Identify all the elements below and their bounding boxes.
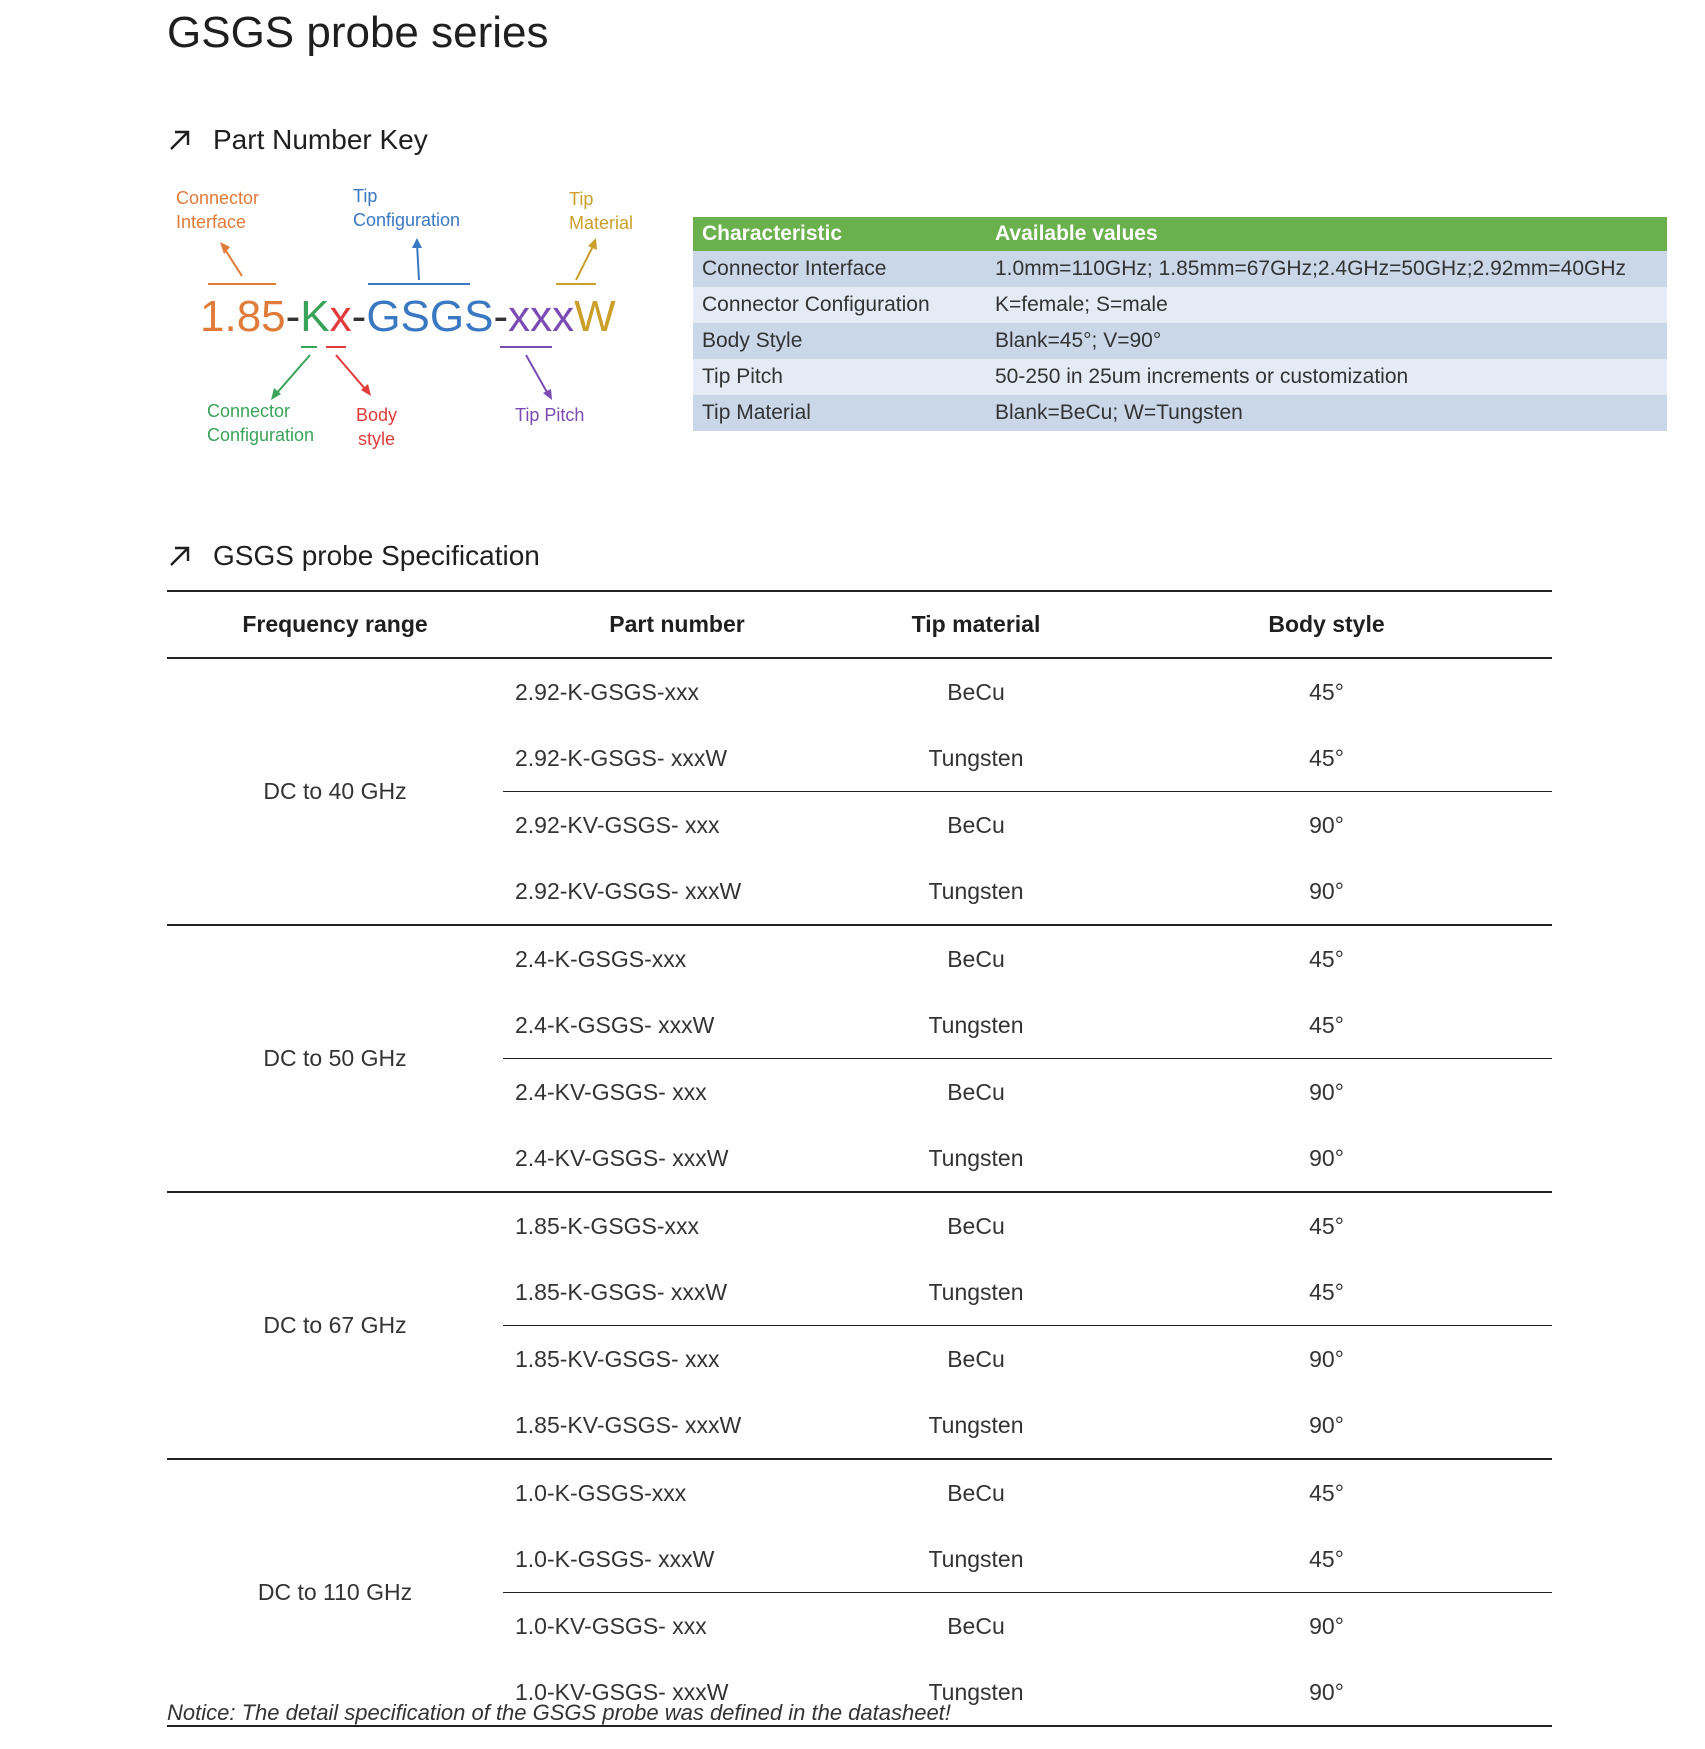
tip-material-cell: BeCu <box>947 811 1005 838</box>
table-row <box>167 1459 1552 1526</box>
part-number-cell: 1.0-K-GSGS-xxx <box>515 1479 687 1506</box>
characteristic-name: Connector Configuration <box>693 287 986 323</box>
page-title: GSGS probe series <box>167 8 549 57</box>
label-tip-material: Tip Material <box>569 189 634 233</box>
body-style-header: Body style <box>1101 591 1552 658</box>
tip-material-cell: BeCu <box>947 1345 1005 1372</box>
part-number-cell: 2.92-KV-GSGS- xxx <box>515 811 720 838</box>
part-number-cell: 1.0-K-GSGS- xxxW <box>503 1526 851 1593</box>
label-tip-pitch: Tip Pitch <box>515 405 585 425</box>
body-style-cell: 90° <box>1101 1125 1552 1192</box>
tip-material-cell: BeCu <box>947 1212 1005 1239</box>
pn-dash: - <box>285 292 301 341</box>
characteristic-row <box>693 323 1667 359</box>
part-number-cell: 2.92-K-GSGS-xxx <box>515 678 700 705</box>
body-style-cell: 45° <box>1309 945 1344 972</box>
tip-material-cell: Tungsten <box>851 1259 1101 1326</box>
characteristic-values: Blank=45°; V=90° <box>986 323 1667 359</box>
body-style-cell: 90° <box>1101 858 1552 925</box>
part-number-cell: 2.4-KV-GSGS- xxxW <box>503 1125 851 1192</box>
body-style-cell: 45° <box>1101 1526 1552 1593</box>
tip-material-cell: Tungsten <box>851 992 1101 1059</box>
tip-material-cell: Tungsten <box>851 725 1101 792</box>
characteristic-name: Tip Material <box>693 395 986 431</box>
table-row <box>167 658 1552 725</box>
label-tip-configuration: Tip Configuration <box>353 186 461 230</box>
arrow-up-right-icon <box>167 127 193 153</box>
body-style-cell: 90° <box>1309 1078 1344 1105</box>
pn-interface: 1.85 <box>200 292 286 341</box>
part-number-cell: 1.85-KV-GSGS- xxx <box>515 1345 720 1372</box>
characteristic-header-row <box>693 217 1667 251</box>
tip-material-cell: Tungsten <box>851 1526 1101 1593</box>
characteristic-values: Blank=BeCu; W=Tungsten <box>986 395 1667 431</box>
spec-header-row <box>167 591 1552 658</box>
part-number-cell: 1.85-K-GSGS-xxx <box>515 1212 700 1239</box>
characteristic-table <box>693 217 1667 431</box>
characteristic-header: Characteristic <box>693 217 986 251</box>
characteristic-row <box>693 251 1667 287</box>
label-connector-interface: Connector Interface <box>176 188 260 232</box>
frequency-range-cell: DC to 67 GHz <box>167 1192 503 1459</box>
body-style-cell: 45° <box>1101 725 1552 792</box>
pn-body: x <box>329 292 352 341</box>
part-number-cell: 1.85-K-GSGS- xxxW <box>503 1259 851 1326</box>
characteristic-values: 50-250 in 25um increments or customization <box>986 359 1667 395</box>
body-style-cell: 90° <box>1309 1345 1344 1372</box>
arrow-up-right-icon <box>167 543 193 569</box>
characteristic-values: K=female; S=male <box>986 287 1667 323</box>
body-style-cell: 90° <box>1101 1392 1552 1459</box>
characteristic-values: 1.0mm=110GHz; 1.85mm=67GHz;2.4GHz=50GHz;2.92mm=40GHz <box>986 251 1667 287</box>
characteristic-row <box>693 359 1667 395</box>
table-row <box>167 1192 1552 1259</box>
frequency-range-cell: DC to 50 GHz <box>167 925 503 1192</box>
characteristic-name: Body Style <box>693 323 986 359</box>
part-number-cell: 2.4-K-GSGS- xxxW <box>503 992 851 1059</box>
spec-table <box>167 590 1552 1727</box>
label-connector-configuration: Connector Configuration <box>207 401 315 445</box>
part-number-cell: 1.0-KV-GSGS- xxx <box>515 1612 707 1639</box>
spec-heading <box>167 540 540 572</box>
pn-connector: K <box>300 292 330 341</box>
part-number-header: Part number <box>503 591 851 658</box>
body-style-cell: 90° <box>1101 1659 1552 1726</box>
table-row <box>167 925 1552 992</box>
tip-material-cell: Tungsten <box>851 1125 1101 1192</box>
part-number-cell: 2.4-KV-GSGS- xxx <box>515 1078 707 1105</box>
tip-material-cell: BeCu <box>947 1479 1005 1506</box>
body-style-cell: 45° <box>1309 1212 1344 1239</box>
tip-material-cell: BeCu <box>947 1612 1005 1639</box>
body-style-cell: 90° <box>1309 811 1344 838</box>
pn-dash: - <box>351 292 367 341</box>
body-style-cell: 45° <box>1309 1479 1344 1506</box>
notice-text: Notice: The detail specification of the GSGS probe was defined in the datasheet! <box>167 1700 951 1725</box>
frequency-range-cell: DC to 110 GHz <box>167 1459 503 1726</box>
characteristic-row <box>693 395 1667 431</box>
pn-config: GSGS <box>366 292 494 341</box>
frequency-range-cell: DC to 40 GHz <box>167 658 503 925</box>
characteristic-name: Connector Interface <box>693 251 986 287</box>
characteristic-row <box>693 287 1667 323</box>
body-style-cell: 45° <box>1309 678 1344 705</box>
pn-pitch: xxx <box>508 292 575 341</box>
frequency-range-header: Frequency range <box>167 591 503 658</box>
example-part-number <box>200 292 616 342</box>
characteristic-name: Tip Pitch <box>693 359 986 395</box>
tip-material-cell: Tungsten <box>851 1392 1101 1459</box>
tip-material-cell: BeCu <box>947 678 1005 705</box>
pn-material: W <box>574 292 616 341</box>
body-style-cell: 90° <box>1309 1612 1344 1639</box>
part-number-cell: 2.92-KV-GSGS- xxxW <box>503 858 851 925</box>
tip-material-cell: BeCu <box>947 1078 1005 1105</box>
part-number-cell: 2.92-K-GSGS- xxxW <box>503 725 851 792</box>
part-number-cell: 2.4-K-GSGS-xxx <box>515 945 687 972</box>
tip-material-cell: Tungsten <box>851 858 1101 925</box>
body-style-cell: 45° <box>1101 992 1552 1059</box>
label-body-style: Body style <box>356 405 398 449</box>
tip-material-header: Tip material <box>851 591 1101 658</box>
available-values-header: Available values <box>986 217 1667 251</box>
part-number-cell: 1.85-KV-GSGS- xxxW <box>503 1392 851 1459</box>
tip-material-cell: Tungsten <box>851 1659 1101 1726</box>
spec-title: GSGS probe Specification <box>213 540 540 571</box>
part-number-key-heading <box>167 124 428 156</box>
pn-dash: - <box>493 292 509 341</box>
tip-material-cell: BeCu <box>947 945 1005 972</box>
part-number-cell: 1.0-KV-GSGS- xxxW <box>503 1659 851 1726</box>
part-number-key-title: Part Number Key <box>213 124 428 155</box>
body-style-cell: 45° <box>1101 1259 1552 1326</box>
